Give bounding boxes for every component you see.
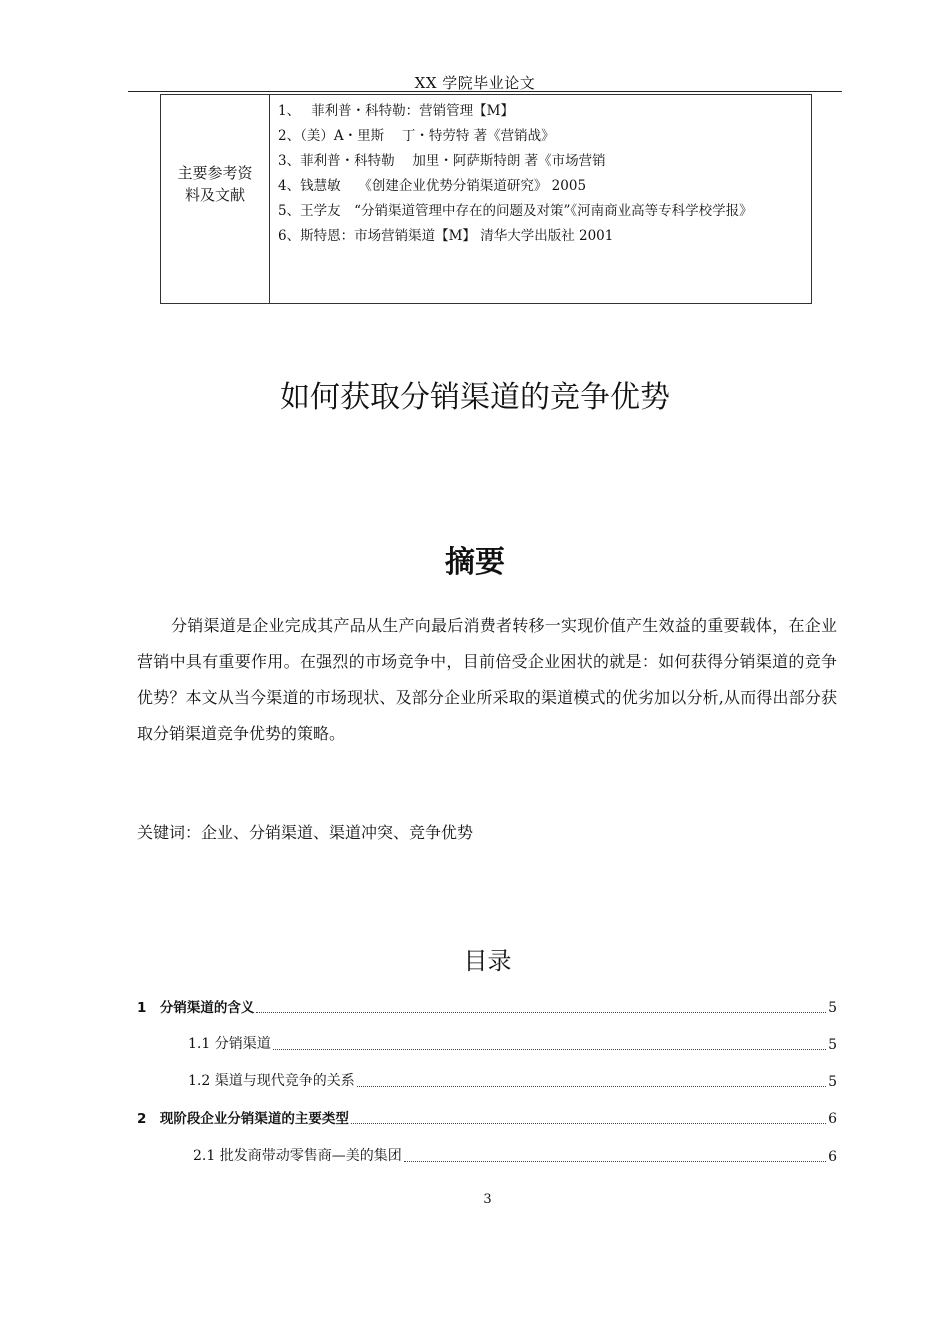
reference-label-cell xyxy=(161,95,270,303)
toc-entry-page: 5 xyxy=(828,1000,837,1016)
page-number: 3 xyxy=(483,1192,492,1207)
reference-item: 3、菲利普・科特勒 加里・阿萨斯特朗 著《市场营销 xyxy=(278,153,606,169)
toc-entry[interactable] xyxy=(188,1070,837,1090)
reference-label: 主要参考资 料及文献 xyxy=(177,164,268,204)
toc-entry-text: 1.2 渠道与现代竞争的关系 xyxy=(188,1073,355,1089)
reference-item: 5、王学友 “分销渠道管理中存在的问题及对策”《河南商业高等专科学校学报》 xyxy=(278,203,753,219)
toc-entry-text: 2.1 批发商带动零售商—美的集团 xyxy=(193,1148,402,1164)
toc-entry-text: 1 分销渠道的含义 xyxy=(137,1000,255,1016)
header-rule xyxy=(128,91,842,92)
reference-item: 6、斯特恩：市场营销渠道【M】 清华大学出版社 2001 xyxy=(278,228,614,244)
toc-heading: 目录 xyxy=(463,947,512,975)
toc-entry-page: 6 xyxy=(828,1111,837,1127)
reference-item: 2、（美）A・里斯 丁・特劳特 著《营销战》 xyxy=(278,128,555,144)
toc-entry[interactable] xyxy=(193,1145,837,1165)
reference-item: 4、钱慧敏 《创建企业优势分销渠道研究》 2005 xyxy=(278,178,587,194)
reference-table xyxy=(160,94,812,304)
reference-list xyxy=(270,95,811,303)
toc-entry-page: 5 xyxy=(828,1074,837,1090)
header-title: XX 学院毕业论文 xyxy=(414,74,536,92)
abstract-body: 分销渠道是企业完成其产品从生产向最后消费者转移一实现价值产生效益的重要载体，在企业营销中具有重要作用。在强烈的市场竞争中，目前倍受企业困状的就是：如何获得分销渠道的竞争优势？本文从当今渠道的市场现状、及部分企业所采取的渠道模式的优劣加以分析,从而得出部分获取分销渠道竞争优势的策略。 xyxy=(137,616,837,743)
toc-entry[interactable] xyxy=(137,996,837,1016)
toc-entry-text: 2 现阶段企业分销渠道的主要类型 xyxy=(137,1111,349,1127)
toc-entry[interactable] xyxy=(188,1033,837,1053)
keywords: 关键词：企业、分销渠道、渠道冲突、竞争优势 xyxy=(137,823,474,842)
toc-entry-page: 5 xyxy=(828,1037,837,1053)
toc-leader xyxy=(351,1123,826,1124)
reference-item: 1、 菲利普・科特勒：营销管理【M】 xyxy=(278,103,514,119)
toc-leader xyxy=(273,1049,826,1050)
toc-entry-page: 6 xyxy=(828,1149,837,1165)
abstract-heading: 摘要 xyxy=(445,545,505,580)
toc-leader xyxy=(357,1086,826,1087)
toc-leader xyxy=(404,1161,826,1162)
main-title: 如何获取分销渠道的竞争优势 xyxy=(280,380,670,415)
toc-entry[interactable] xyxy=(137,1107,837,1127)
toc-leader xyxy=(256,1012,826,1013)
toc-entry-text: 1.1 分销渠道 xyxy=(188,1036,271,1052)
